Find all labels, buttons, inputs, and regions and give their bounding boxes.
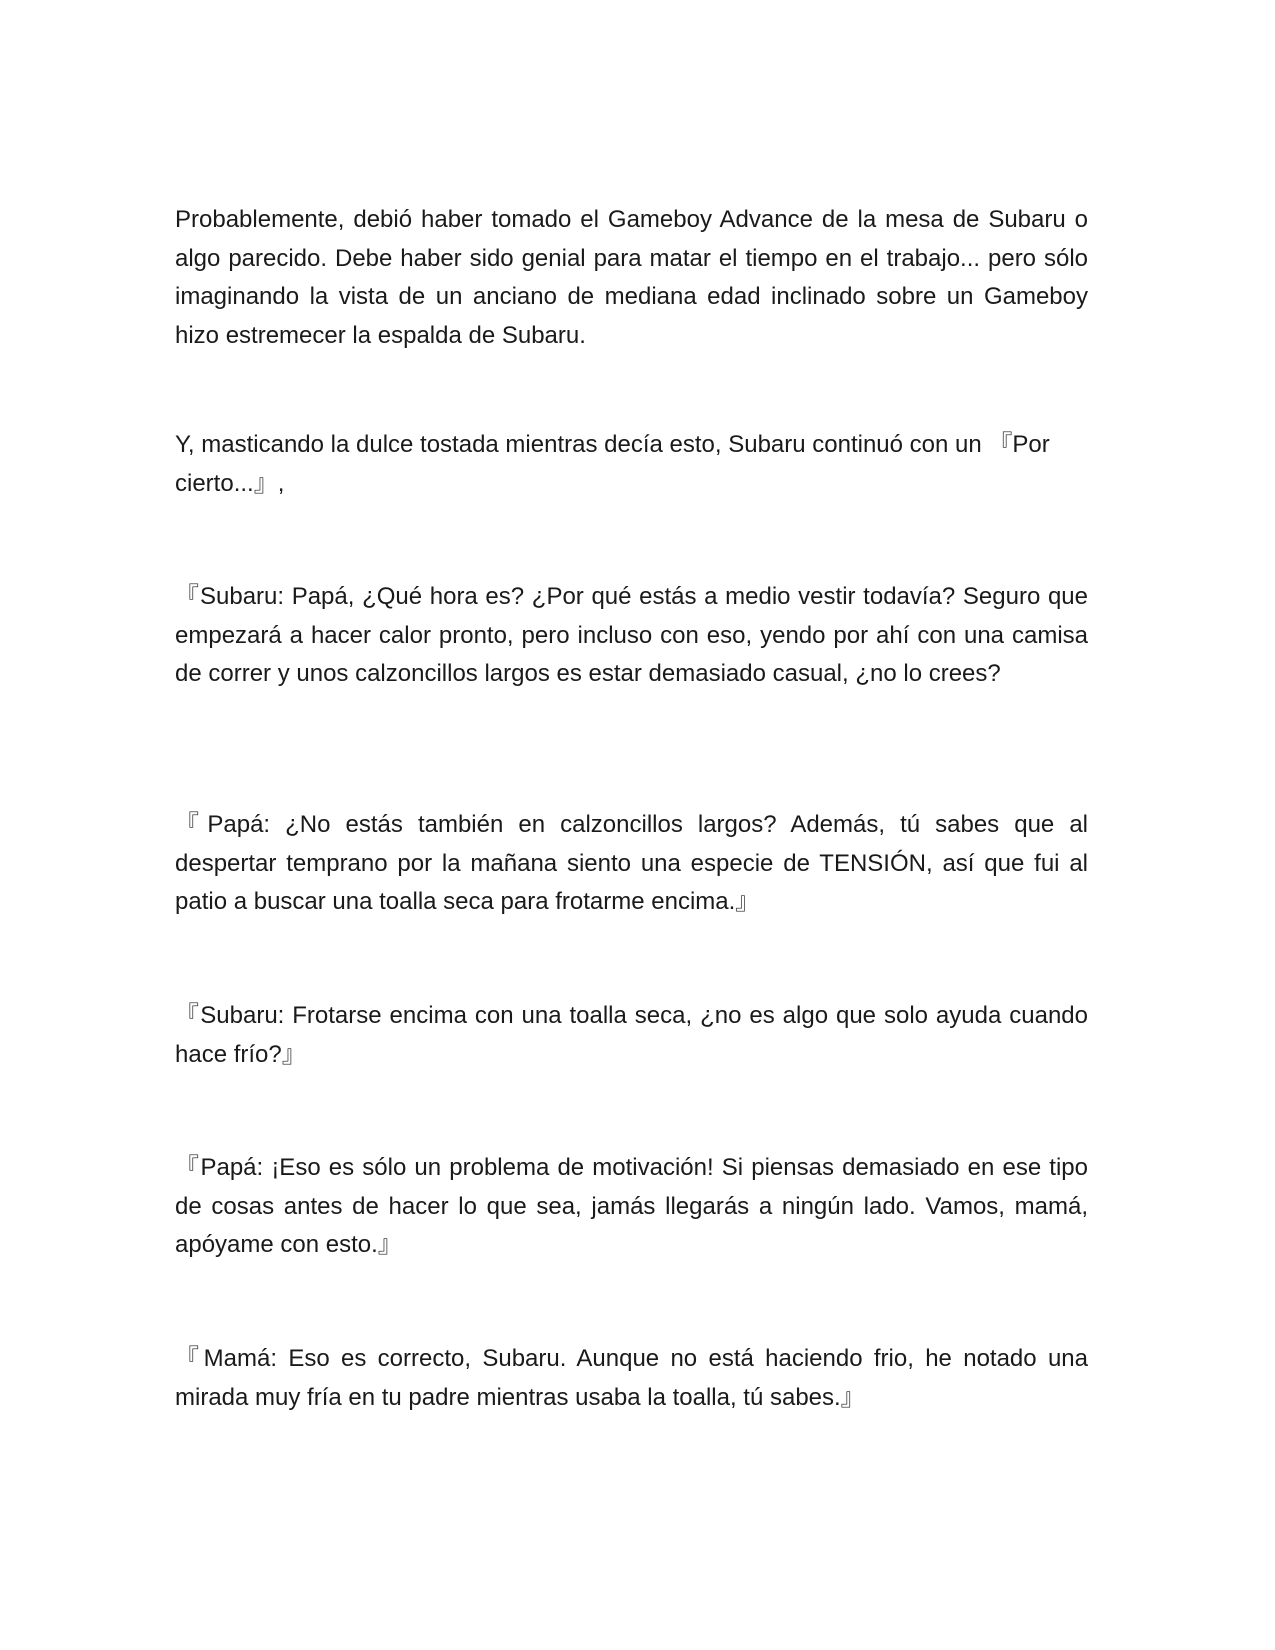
paragraph-dialogue-mama-1: 『Mamá: Eso es correcto, Subaru. Aunque no está haciendo frio, he notado una mirada muy fría en tu padre mientras usaba la toalla, tú sabes.』 [175, 1345, 1088, 1411]
paragraph-dialogue-papa-1: 『Papá: ¿No estás también en calzoncillos largos? Además, tú sabes que al despertar temprano por la mañana siento una especie de TENSIÓN, así que fui al patio a buscar una toalla seca para frotarme encima.』 [175, 811, 1088, 915]
paragraph-dialogue-subaru-1: 『Subaru: Papá, ¿Qué hora es? ¿Por qué estás a medio vestir todavía? Seguro que empezará a hacer calor pronto, pero incluso con eso, yendo por ahí con una camisa de correr y unos calzoncillos largos es estar demasiado casual, ¿no lo crees? [175, 583, 1088, 687]
paragraph-dialogue-subaru-2: 『Subaru: Frotarse encima con una toalla seca, ¿no es algo que solo ayuda cuando hace frío?』 [175, 1002, 1088, 1068]
paragraph-narration-2: Y, masticando la dulce tostada mientras decía esto, Subaru continuó con un 『Por cierto...』, [175, 431, 1050, 497]
paragraph-narration-1: Probablemente, debió haber tomado el Gameboy Advance de la mesa de Subaru o algo parecido. Debe haber sido genial para matar el tiempo en el trabajo... pero sólo imaginando la vista de un anciano de mediana edad inclinado sobre un Gameboy hizo estremecer la espalda de Subaru. [175, 206, 1088, 349]
paragraph-dialogue-papa-2: 『Papá: ¡Eso es sólo un problema de motivación! Si piensas demasiado en ese tipo de cosas antes de hacer lo que sea, jamás llegarás a ningún lado. Vamos, mamá, apóyame con esto.』 [175, 1154, 1088, 1258]
